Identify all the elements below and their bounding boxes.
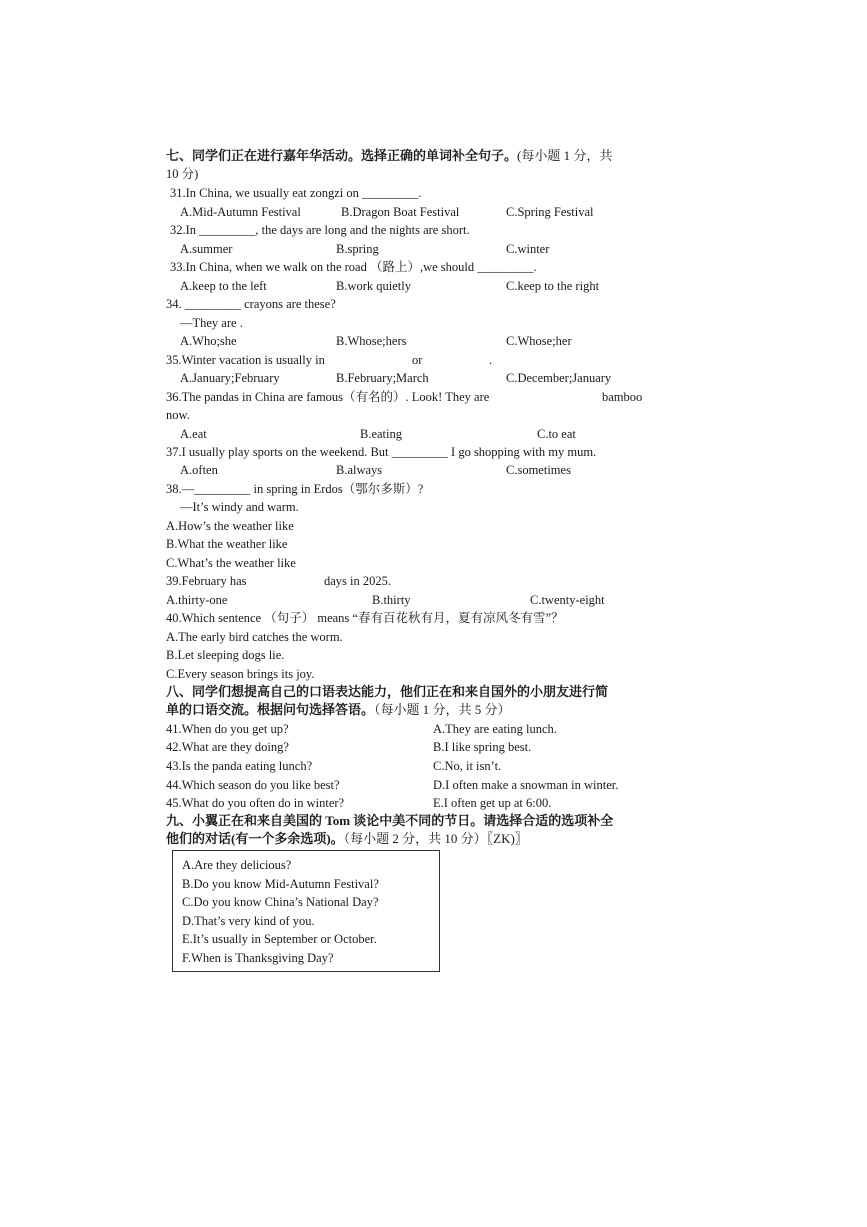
section-8-score: （每小题 1 分，共 5 分）: [374, 702, 511, 717]
question-32-option-b: B.spring: [336, 242, 379, 256]
question-39-option-a: A.thirty-one: [166, 593, 228, 607]
question-39-option-c: C.twenty-eight: [530, 593, 605, 607]
section-8-answer: C.No, it isn’t.: [433, 759, 502, 773]
section-8-answer: E.I often get up at 6:00.: [433, 796, 552, 810]
question-35-option-b: B.February;March: [336, 371, 429, 385]
section-9-heading: 九、小翼正在和来自美国的 Tom 谈论中美不同的节日。请选择合适的选项补全: [166, 813, 614, 828]
question-35-stem-b: or: [412, 353, 423, 367]
section-8-heading-text: 单的口语交流。根据问句选择答语。: [166, 702, 375, 717]
question-33-stem: 33.In China, when we walk on the road （路上）,we should _________.: [170, 260, 537, 274]
question-33-option-c: C.keep to the right: [506, 279, 600, 293]
question-32-stem: 32.In _________, the days are long and the nights are short.: [170, 223, 470, 237]
question-37-option-c: C.sometimes: [506, 463, 571, 477]
question-34-option-a: A.Who;she: [180, 334, 237, 348]
question-34-option-c: C.Whose;her: [506, 334, 572, 348]
question-36-option-a: A.eat: [180, 427, 207, 441]
section-7-score: (每小题 1 分，共: [517, 148, 613, 163]
question-35-option-c: C.December;January: [506, 371, 612, 385]
option-item: C.Do you know China’s National Day?: [182, 895, 379, 909]
section-7-heading-line2: 10 分): [166, 167, 199, 181]
question-33-option-a: A.keep to the left: [180, 279, 267, 293]
question-38-option-a: A.How’s the weather like: [166, 519, 294, 533]
question-32-option-c: C.winter: [506, 242, 550, 256]
question-34-option-b: B.Whose;hers: [336, 334, 407, 348]
question-36-option-c: C.to eat: [537, 427, 576, 441]
section-8-heading-line2: [166, 701, 511, 719]
question-38-reply: —It’s windy and warm.: [180, 500, 299, 514]
question-37-stem: 37.I usually play sports on the weekend. But _________ I go shopping with my mum.: [166, 445, 597, 459]
question-36-stem-line2: now.: [166, 408, 190, 422]
section-9-score: （每小题 2 分，共 10 分）〖ZK)〗: [343, 831, 528, 846]
question-37-option-a: A.often: [180, 463, 218, 477]
question-36-option-b: B.eating: [360, 427, 403, 441]
question-40-option-a: A.The early bird catches the worm.: [166, 630, 343, 644]
option-item: F.When is Thanksgiving Day?: [182, 951, 334, 965]
question-40-stem: 40.Which sentence （句子） means “春有百花秋有月，夏有凉风冬有雪”？: [166, 611, 564, 625]
section-7-heading-text: 七、同学们正在进行嘉年华活动。选择正确的单词补全句子。: [166, 148, 518, 163]
section-8-question: 41.When do you get up?: [166, 722, 289, 736]
question-39-stem-a: 39.February has: [166, 574, 247, 588]
question-39-stem-b: days in 2025.: [324, 574, 392, 588]
section-9-heading-text: 他们的对话(有一个多余选项)。: [166, 831, 344, 846]
question-38-stem: 38.—_________ in spring in Erdos（鄂尔多斯）?: [166, 482, 424, 496]
section-8-answer: D.I often make a snowman in winter.: [433, 778, 619, 792]
option-item: B.Do you know Mid-Autumn Festival?: [182, 877, 379, 891]
question-38-option-c: C.What’s the weather like: [166, 556, 296, 570]
question-40-option-b: B.Let sleeping dogs lie.: [166, 648, 285, 662]
question-34-stem: 34. _________ crayons are these?: [166, 297, 336, 311]
question-36-stem: 36.The pandas in China are famous（有名的）. Look! They are: [166, 390, 490, 404]
question-36-stem-end: bamboo: [602, 390, 643, 404]
question-38-option-b: B.What the weather like: [166, 537, 288, 551]
section-8-question: 44.Which season do you like best?: [166, 778, 340, 792]
section-8-answer: A.They are eating lunch.: [433, 722, 557, 736]
question-33-option-b: B.work quietly: [336, 279, 411, 293]
question-35-stem-c: .: [489, 353, 493, 367]
question-35-option-a: A.January;February: [180, 371, 280, 385]
question-31-stem: 31.In China, we usually eat zongzi on _________.: [170, 186, 422, 200]
question-31-option-b: B.Dragon Boat Festival: [341, 205, 460, 219]
section-9-heading-line2: [166, 830, 528, 848]
option-item: E.It’s usually in September or October.: [182, 932, 377, 946]
options-box: [172, 850, 440, 972]
question-40-option-c: C.Every season brings its joy.: [166, 667, 315, 681]
question-31-option-c: C.Spring Festival: [506, 205, 594, 219]
question-37-option-b: B.always: [336, 463, 383, 477]
option-item: D.That’s very kind of you.: [182, 914, 315, 928]
section-8-question: 45.What do you often do in winter?: [166, 796, 345, 810]
question-32-option-a: A.summer: [180, 242, 233, 256]
section-8-question: 42.What are they doing?: [166, 740, 289, 754]
question-39-option-b: B.thirty: [372, 593, 411, 607]
section-8-question: 43.Is the panda eating lunch?: [166, 759, 313, 773]
question-35-stem-a: 35.Winter vacation is usually in: [166, 353, 325, 367]
question-34-reply: —They are .: [180, 316, 243, 330]
section-7-heading: [166, 147, 612, 165]
option-item: A.Are they delicious?: [182, 858, 292, 872]
question-31-option-a: A.Mid-Autumn Festival: [180, 205, 301, 219]
section-8-answer: B.I like spring best.: [433, 740, 532, 754]
section-8-heading: 八、同学们想提高自己的口语表达能力，他们正在和来自国外的小朋友进行简: [166, 684, 609, 699]
